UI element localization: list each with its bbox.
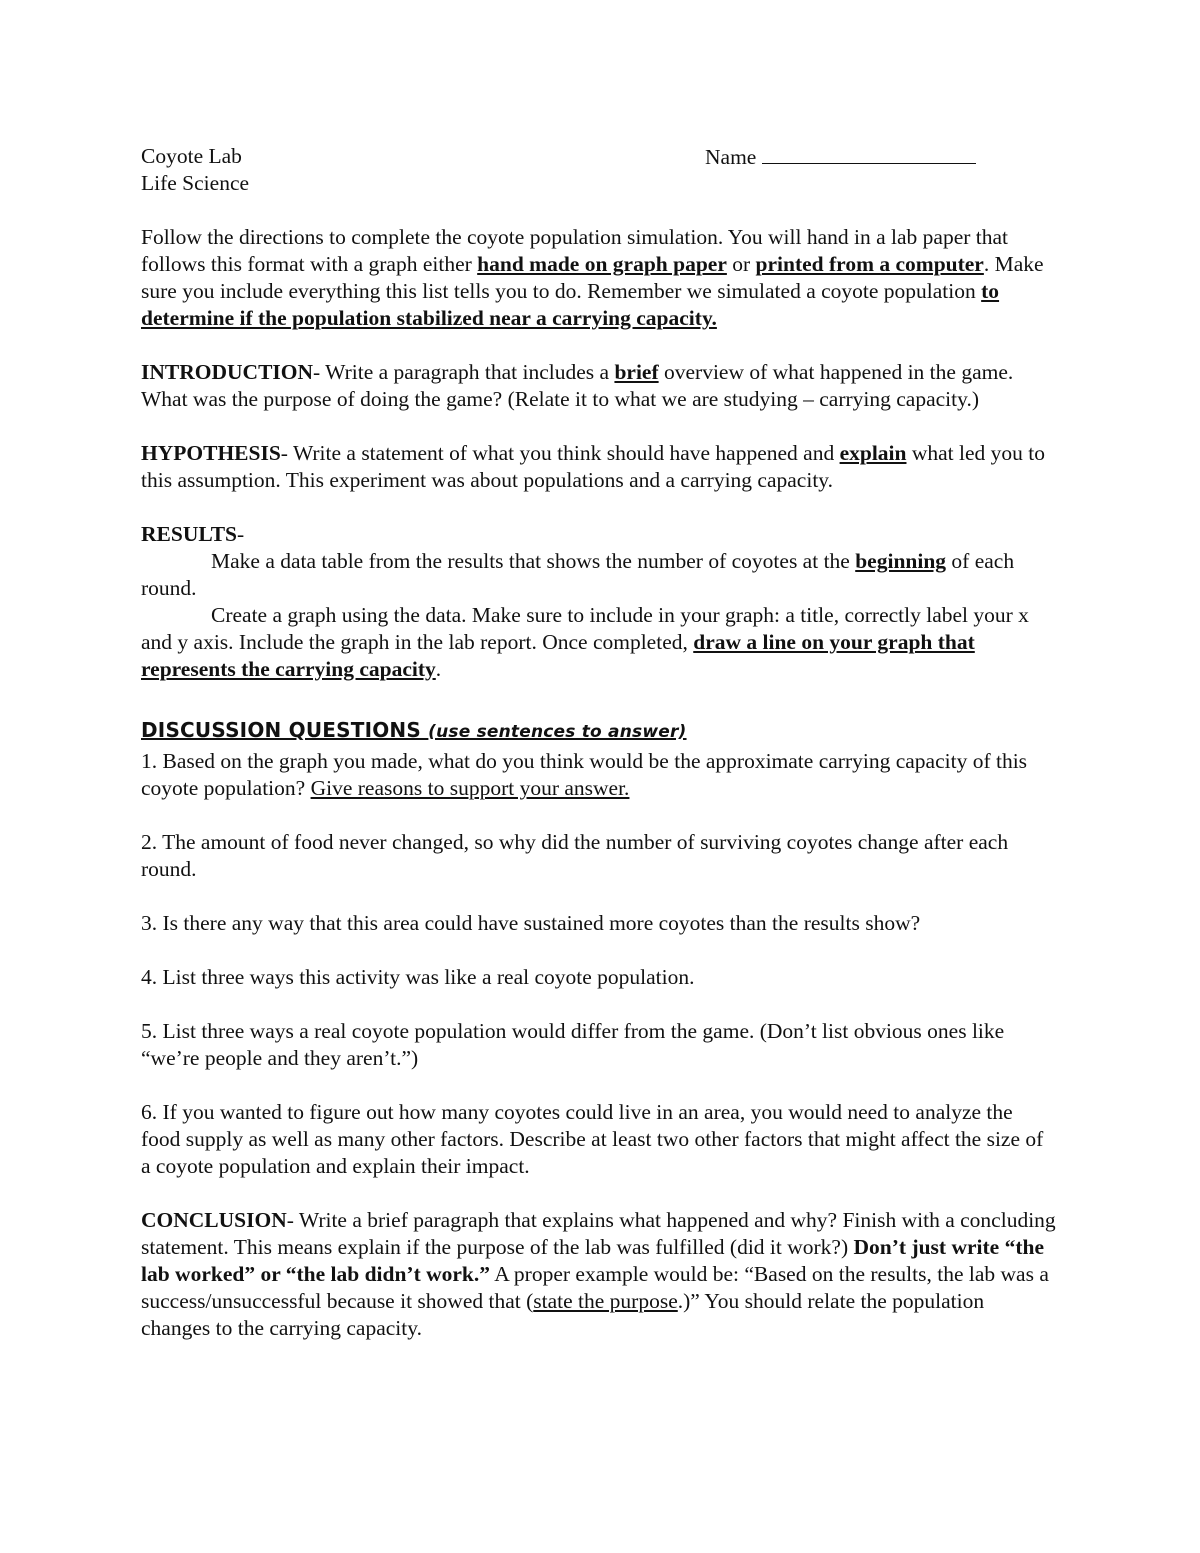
introduction-text-1: - Write a paragraph that includes a [313,360,615,384]
conclusion-bold-warning: Don’t just write “the lab worked” or “the lab didn’t work.” [141,1235,1044,1286]
hypothesis-emphasis-explain: explain [839,441,907,465]
results-text-3: Create a graph using the data. Make sure to include in your graph: a title, correctly label your x and y axis. Include the graph in the lab report. Once completed, [141,603,1029,654]
discussion-heading-note: (use sentences to answer) [428,722,687,742]
conclusion-heading: CONCLUSION [141,1208,287,1232]
introduction-heading: INTRODUCTION [141,360,314,384]
directions-emphasis-computer: printed from a computer [755,252,984,276]
results-graph-paragraph [141,602,1056,683]
conclusion-text-2: A proper example would be: “Based on the results, the lab was a success/unsuccessful because it showed that ( [141,1262,1049,1313]
results-heading: RESULTS [141,522,238,546]
header-left [141,143,249,197]
question-5: 5. List three ways a real coyote population would differ from the game. (Don’t list obvious ones like “we’re people and they aren’t.”) [141,1019,1005,1070]
question-2: 2. The amount of food never changed, so why did the number of surviving coyotes change after each round. [141,830,1009,881]
directions-paragraph [141,224,1056,332]
introduction-text-2: overview of what happened in the game. What was the purpose of doing the game? (Relate it to what we are studying – carrying capacity.) [141,360,1014,411]
discussion-heading-text: DISCUSSION QUESTIONS [141,718,429,742]
directions-text-2: or [726,252,756,276]
directions-text-1: Follow the directions to complete the coyote population simulation. You will hand in a lab paper that follows this format with a graph either [141,225,1009,276]
conclusion-section [141,1207,1056,1342]
name-blank-line[interactable] [762,143,976,164]
results-data-table-paragraph [141,548,1056,602]
introduction-emphasis-brief: brief [614,360,659,384]
results-text-1: Make a data table from the results that shows the number of coyotes at the [211,549,856,573]
directions-text-3: . Make sure you include everything this list tells you to do. Remember we simulated a coyote population [141,252,1044,303]
results-dash: - [237,522,245,546]
question-1 [141,748,1056,802]
conclusion-text-3: .)” You should relate the population changes to the carrying capacity. [141,1289,985,1340]
hypothesis-heading: HYPOTHESIS [141,441,281,465]
name-field[interactable] [705,143,976,171]
question-1-text: 1. Based on the graph you made, what do you think would be the approximate carrying capacity of this coyote population? [141,749,1028,800]
name-label: Name [705,145,757,169]
results-emphasis-carrying-line: draw a line on your graph that represents the carrying capacity [141,630,975,681]
course-title: Coyote Lab [141,144,242,168]
results-text-2: of each round. [141,549,1015,600]
hypothesis-text-2: what led you to this assumption. This experiment was about populations and a carrying capacity. [141,441,1046,492]
conclusion-text-1: - Write a brief paragraph that explains what happened and why? Finish with a concluding statement. This means explain if the purpose of the lab was fulfilled (did it work?) [141,1208,1056,1259]
document-header [141,143,1056,197]
hypothesis-section [141,440,1056,494]
conclusion-underlined-purpose: state the purpose [533,1289,678,1313]
hypothesis-text-1: - Write a statement of what you think should have happened and [280,441,840,465]
subject-label: Life Science [141,171,250,195]
document-content [141,143,1056,1342]
directions-emphasis-graph-paper: hand made on graph paper [477,252,727,276]
results-text-4: . [435,657,442,681]
question-6: 6. If you wanted to figure out how many coyotes could live in an area, you would need to analyze the food supply as well as many other factors. Describe at least two other factors that might affect the size of a coyote population and explain their impact. [141,1100,1044,1178]
question-1-underlined: Give reasons to support your answer. [310,776,630,800]
directions-emphasis-purpose: to determine if the population stabilized near a carrying capacity. [141,279,1000,330]
discussion-heading [141,716,1056,746]
results-emphasis-beginning: beginning [855,549,947,573]
question-4: 4. List three ways this activity was like a real coyote population. [141,965,695,989]
question-3: 3. Is there any way that this area could have sustained more coyotes than the results show? [141,911,921,935]
introduction-section [141,359,1056,413]
results-heading-line [141,521,1056,548]
